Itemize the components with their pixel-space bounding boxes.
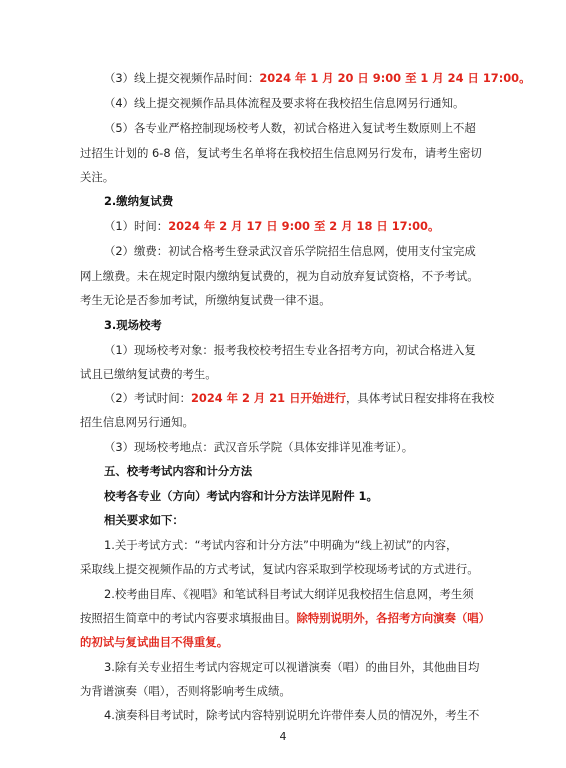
paragraph-r3-2: 为背谱演奏（唱），否则将影响考生成绩。 <box>80 684 291 698</box>
paragraph-r2-3: 的初试与复试曲目不得重复。 <box>80 635 229 649</box>
paragraph-exam-time <box>104 390 516 407</box>
paragraph-fee-3: 考生无论是否参加考试，所缴纳复试费一律不退。 <box>80 293 331 307</box>
paragraph-upload-process: （4）线上提交视频作品具体流程及要求将在我校招生信息网另行通知。 <box>104 96 465 110</box>
paragraph-r1-1: 1.关于考试方式：“考试内容和计分方法”中明确为“线上初试”的内容， <box>104 538 458 552</box>
heading-section-5: 五、校考考试内容和计分方法 <box>104 464 253 478</box>
paragraph-fee-time <box>104 218 516 235</box>
paragraph-onsite-2: 试且已缴纳复试费的考生。 <box>80 367 217 381</box>
paragraph-intro: 校考各专业（方向）考试内容和计分方法详见附件 1。 <box>104 489 378 503</box>
text: ，具体考试日程安排将在我校 <box>346 391 495 405</box>
paragraph-exam-time-2: 招生信息网另行通知。 <box>80 415 194 429</box>
highlight-note: 除特别说明外，各招考方向演奏（唱） <box>296 611 491 625</box>
paragraph-r4-1: 4.演奏科目考试时，除考试内容特别说明允许带伴奏人员的情况外，考生不 <box>104 708 480 722</box>
text: （1）时间： <box>104 219 169 233</box>
paragraph-fee-1: （2）缴费：初试合格考生登录武汉音乐学院招生信息网，使用支付宝完成 <box>104 244 476 258</box>
heading-fee: 2.缴纳复试费 <box>104 194 174 208</box>
text: 按照招生简章中的考试内容要求填报曲目。 <box>80 611 297 625</box>
paragraph-r3-1: 3.除有关专业招生考试内容规定可以视谱演奏（唱）的曲目外，其他曲目均 <box>104 660 480 674</box>
paragraph-r2-1: 2.校考曲目库、《视唱》和笔试科目考试大纲详见我校招生信息网，考生须 <box>104 587 474 601</box>
paragraph-limit-1: （5）各专业严格控制现场校考人数，初试合格进入复试考生数原则上不超 <box>104 121 476 135</box>
paragraph-limit-2: 过招生计划的 6-8 倍，复试考生名单将在我校招生信息网另行发布，请考生密切 <box>80 146 482 160</box>
heading-onsite: 3.现场校考 <box>104 318 162 332</box>
highlight-date: 2024 年 1 月 20 日 9:00 至 1 月 24 日 17:00。 <box>259 71 531 85</box>
paragraph-r1-2: 采取线上提交视频作品的方式考试，复试内容采取到学校现场考试的方式进行。 <box>80 562 479 576</box>
highlight-date: 2024 年 2 月 17 日 9:00 至 2 月 18 日 17:00。 <box>168 219 440 233</box>
paragraph-location: （3）现场校考地点：武汉音乐学院（具体安排详见准考证）。 <box>104 440 414 454</box>
paragraph-upload-time <box>104 70 531 87</box>
page-number: 4 <box>279 730 287 743</box>
text: （2）考试时间： <box>104 391 191 405</box>
paragraph-r2-2 <box>80 610 492 627</box>
paragraph-fee-2: 网上缴费。未在规定时限内缴纳复试费的，视为自动放弃复试资格，不予考试。 <box>80 269 479 283</box>
paragraph-limit-3: 关注。 <box>80 170 115 184</box>
paragraph-requirements: 相关要求如下： <box>104 513 184 527</box>
paragraph-onsite-1: （1）现场校考对象：报考我校校考招生专业各招考方向，初试合格进入复 <box>104 343 476 357</box>
text: （3）线上提交视频作品时间： <box>104 71 260 85</box>
highlight-date: 2024 年 2 月 21 日开始进行 <box>190 391 347 405</box>
